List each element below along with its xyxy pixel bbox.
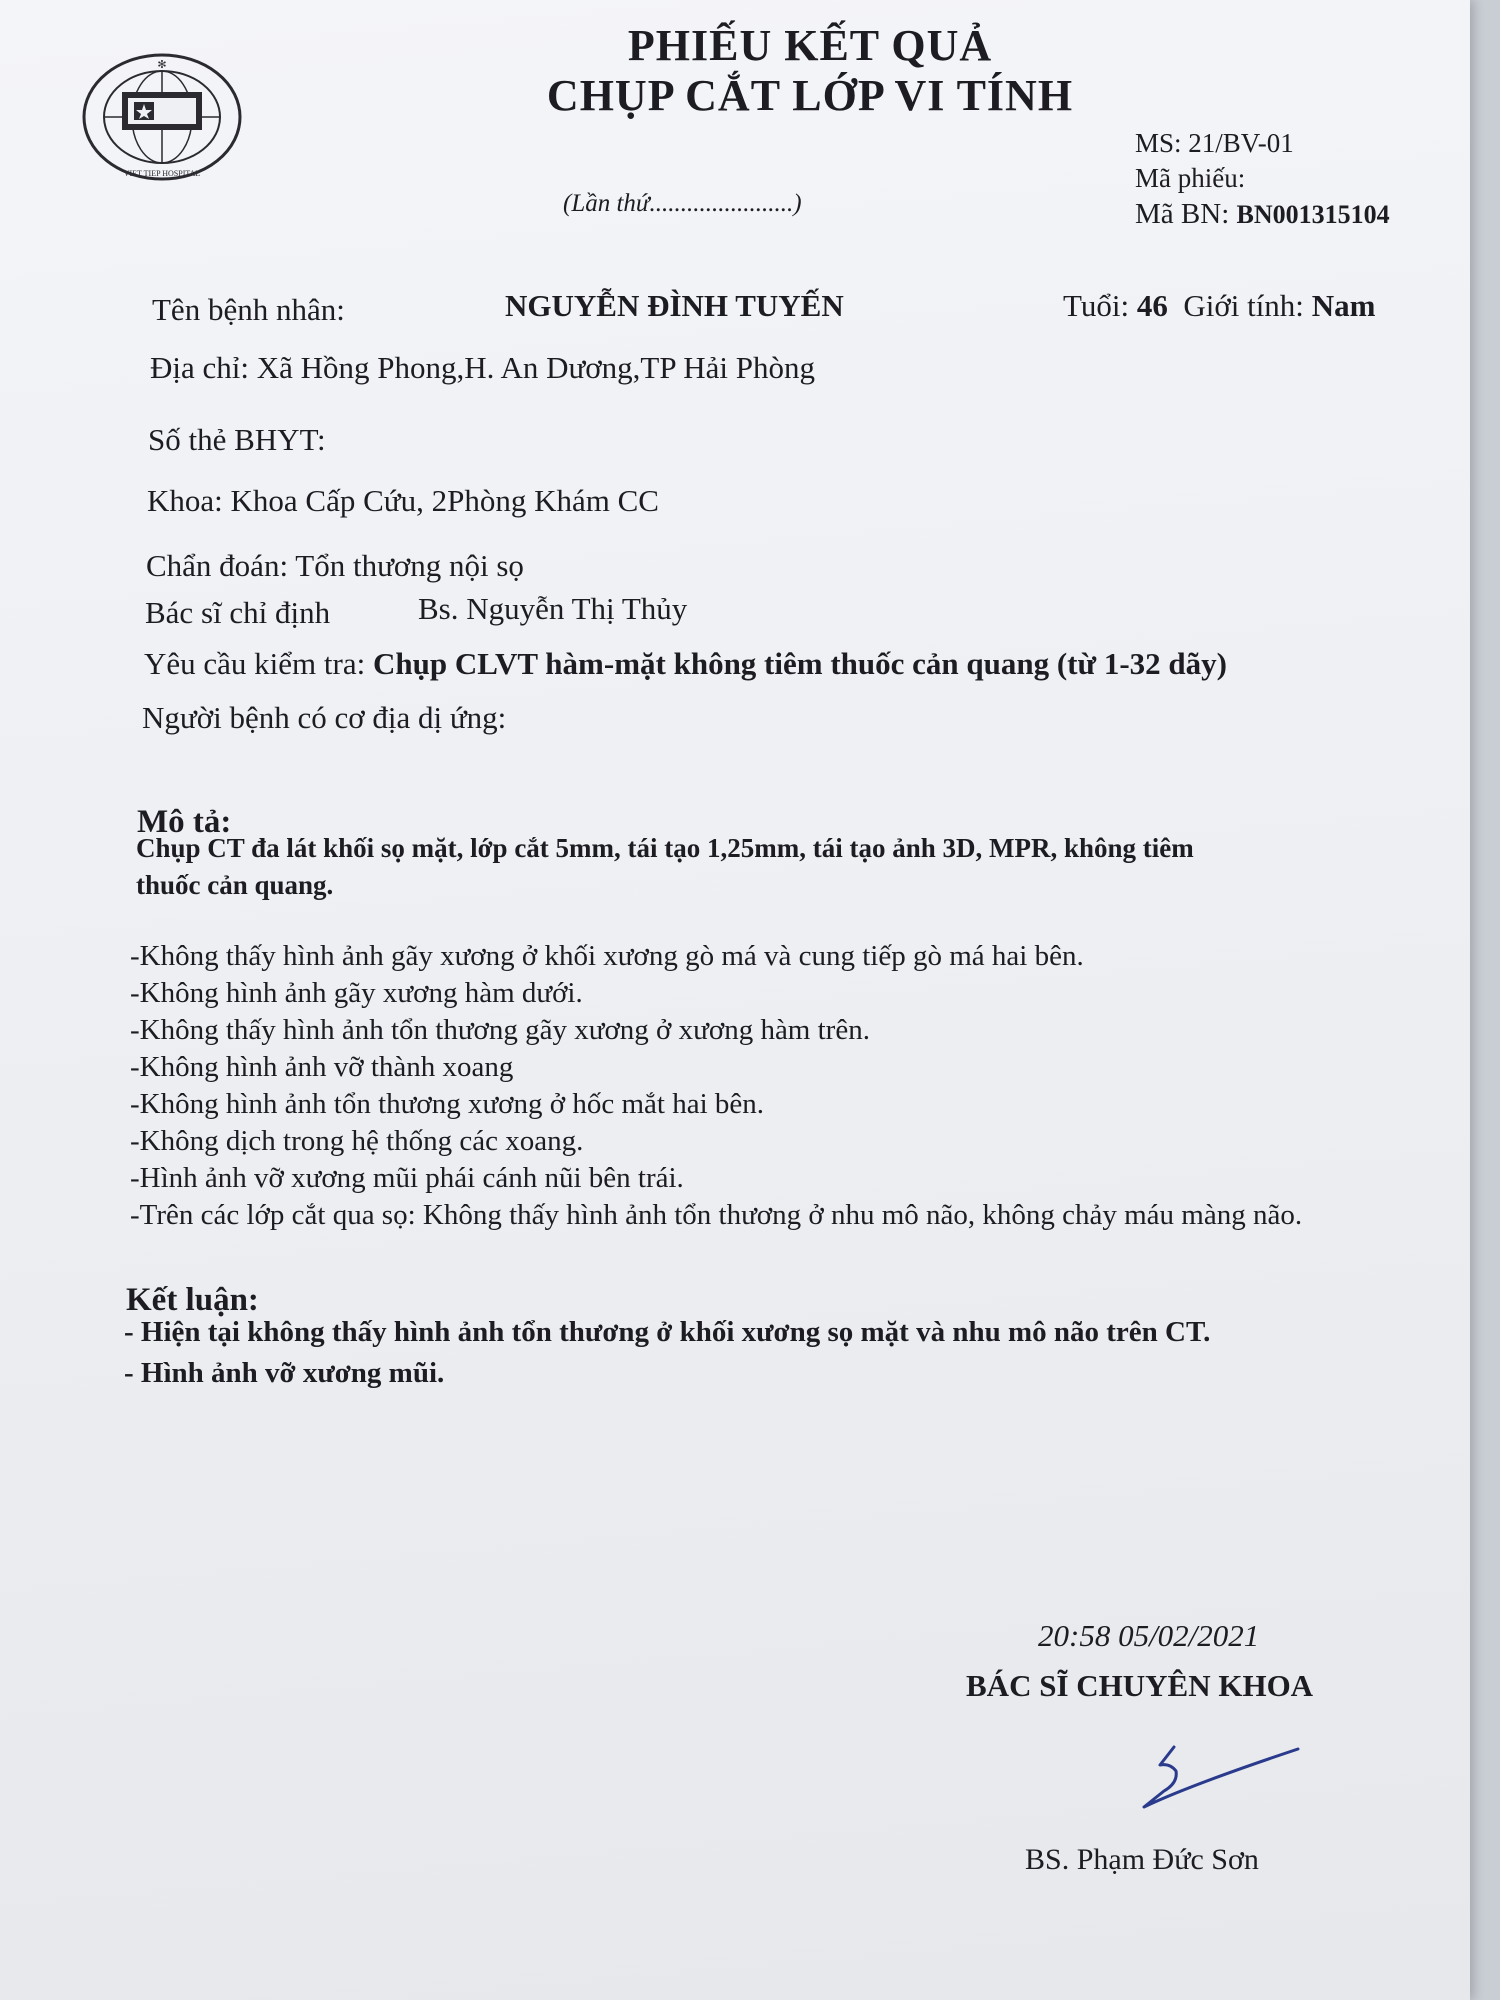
conclusion-line: - Hình ảnh vỡ xương mũi. xyxy=(124,1357,445,1389)
conclusion-heading: Kết luận: xyxy=(126,1282,259,1318)
title-line-2: CHỤP CẮT LỚP VI TÍNH xyxy=(546,71,1074,120)
insurance-label: Số thẻ BHYT: xyxy=(148,422,326,457)
technique-line-1: Chụp CT đa lát khối sọ mặt, lớp cắt 5mm, tái tạo 1,25mm, tái tạo ảnh 3D, MPR, không tiêm xyxy=(136,833,1194,863)
finding-line: -Không hình ảnh vỡ thành xoang xyxy=(130,1051,514,1083)
diagnosis xyxy=(146,548,524,584)
finding-line: -Không hình ảnh gãy xương hàm dưới. xyxy=(130,977,583,1009)
department xyxy=(147,483,659,519)
svg-text:VIET TIEP HOSPITAL: VIET TIEP HOSPITAL xyxy=(123,169,201,178)
findings-list xyxy=(130,938,1302,1234)
handwritten-signature xyxy=(1130,1735,1300,1815)
allergy-label: Người bệnh có cơ địa dị ứng: xyxy=(142,700,507,735)
finding-line: -Hình ảnh vỡ xương mũi phái cánh nũi bên trái. xyxy=(130,1162,684,1194)
form-code: MS: 21/BV-01 xyxy=(1135,128,1294,158)
description-heading: Mô tả: xyxy=(137,804,232,840)
department-label: Khoa: xyxy=(147,483,223,518)
conclusion-line: - Hiện tại không thấy hình ảnh tổn thương ở khối xương sọ mặt và nhu mô não trên CT. xyxy=(124,1316,1211,1348)
signer-role: BÁC SĨ CHUYÊN KHOA xyxy=(966,1668,1314,1703)
report-datetime: 20:58 05/02/2021 xyxy=(1038,1618,1260,1653)
patient-name-value: NGUYỄN ĐÌNH TUYẾN xyxy=(505,288,844,323)
gender-value: Nam xyxy=(1311,288,1376,323)
exam-request-label: Yêu cầu kiểm tra: xyxy=(144,646,366,681)
ticket-code-label: Mã phiếu: xyxy=(1135,163,1246,193)
patient-code xyxy=(1135,198,1390,231)
department-value: Khoa Cấp Cứu, 2Phòng Khám CC xyxy=(230,483,659,518)
signer-name: BS. Phạm Đức Sơn xyxy=(1025,1843,1259,1876)
attempt-number: (Lần thứ.......................) xyxy=(563,190,802,217)
diagnosis-value: Tổn thương nội sọ xyxy=(295,548,524,583)
ordering-doctor-label: Bác sĩ chỉ định xyxy=(145,595,331,630)
finding-line: -Không hình ảnh tổn thương xương ở hốc mắt hai bên. xyxy=(130,1088,764,1120)
svg-text:✻: ✻ xyxy=(157,59,167,71)
ordering-doctor-value: Bs. Nguyễn Thị Thủy xyxy=(418,591,688,626)
patient-name-label: Tên bệnh nhân: xyxy=(152,292,345,327)
patient-code-value: BN001315104 xyxy=(1236,200,1390,229)
diagnosis-label: Chẩn đoán: xyxy=(146,548,289,583)
finding-line: -Không dịch trong hệ thống các xoang. xyxy=(130,1125,584,1157)
exam-request-value: Chụp CLVT hàm-mặt không tiêm thuốc cản quang (từ 1-32 dãy) xyxy=(372,646,1227,681)
technique-text xyxy=(136,830,1194,904)
gender-label: Giới tính: xyxy=(1183,288,1304,323)
age-label: Tuổi: xyxy=(1063,288,1130,323)
hospital-logo xyxy=(82,52,242,182)
conclusion-list xyxy=(124,1312,1210,1394)
finding-line: -Không thấy hình ảnh gãy xương ở khối xương gò má và cung tiếp gò má hai bên. xyxy=(130,940,1084,972)
age-gender xyxy=(1063,288,1375,324)
finding-line: -Không thấy hình ảnh tổn thương gãy xương ở xương hàm trên. xyxy=(130,1014,870,1046)
age-value: 46 xyxy=(1136,288,1168,323)
finding-line: -Trên các lớp cắt qua sọ: Không thấy hình ảnh tổn thương ở nhu mô não, không chảy máu màng não. xyxy=(130,1199,1303,1231)
technique-line-2: thuốc cản quang. xyxy=(136,870,334,900)
patient-code-label: Mã BN: xyxy=(1135,198,1230,230)
address: Địa chỉ: Xã Hồng Phong,H. An Dương,TP Hải Phòng xyxy=(150,350,815,385)
title-line-1: PHIẾU KẾT QUẢ xyxy=(627,21,993,70)
exam-request xyxy=(144,646,1227,682)
